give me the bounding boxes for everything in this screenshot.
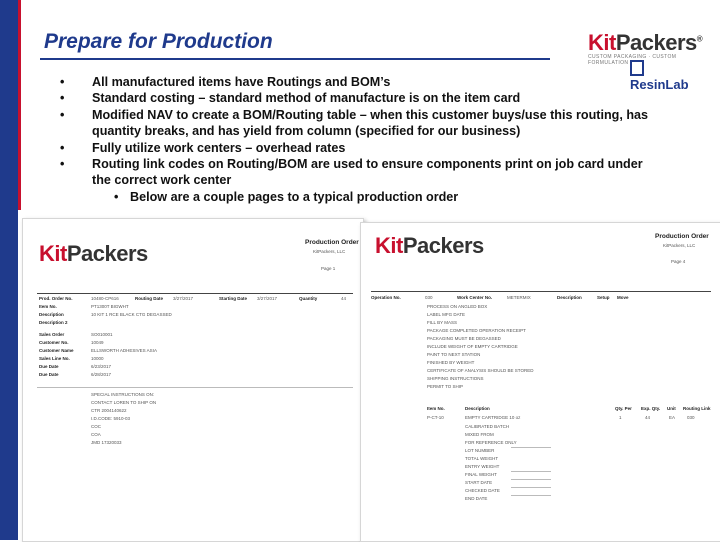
page1-logo-left: Kit: [39, 241, 67, 266]
resinlab-label: ResinLab: [630, 77, 689, 92]
note-line: JMD 17320033: [91, 440, 122, 445]
bullet-text: Standard costing – standard method of manufacture is on the item card: [92, 91, 521, 106]
bullet-dot: •: [60, 75, 65, 89]
bullet-dot: •: [60, 91, 65, 106]
page1-title: Production Order: [305, 239, 359, 246]
page1-divider: [37, 293, 353, 294]
page1-section-rule: [37, 387, 353, 388]
blank-line: [511, 471, 551, 472]
page1-col-header-1: Routing Date: [135, 296, 163, 301]
page2-divider: [371, 291, 711, 292]
page1-logo-right: Packers: [66, 241, 148, 266]
bullet-item: [58, 74, 658, 90]
field-label: Due Date: [39, 372, 59, 377]
bullet-text: All manufactured items have Routings and BOM’s: [92, 75, 391, 89]
page1-page-label-text: Page: [321, 266, 332, 271]
field-value: 10000: [91, 356, 104, 361]
logo-brand-right: Packers: [615, 30, 697, 55]
page1-field-labels: [39, 295, 74, 379]
check-line: END DATE: [465, 496, 488, 501]
bullet-item: [58, 90, 658, 106]
page2-comp-qty: 1: [619, 415, 622, 420]
instruction-line: CERTIFICATE OF ANALYSIS SHOULD BE STORED: [427, 368, 534, 373]
instruction-line: FINISHED BY WEIGHT: [427, 360, 475, 365]
bullet-dot: •: [60, 157, 65, 172]
instruction-line: PACKAGING MUST BE DEGASSED: [427, 336, 501, 341]
field-value: [91, 319, 172, 327]
page2-title: Production Order: [655, 233, 709, 240]
page1-company: KitPackers, LLC: [313, 249, 346, 254]
instruction-line: PACKAGE COMPLETED OPERATION RECEIPT: [427, 328, 526, 333]
title-underline: [40, 58, 550, 60]
page1-page-num: 1: [332, 266, 336, 271]
note-line: COC: [91, 424, 101, 429]
production-order-page-1: [22, 218, 364, 542]
blank-line: [511, 479, 551, 480]
page2-comp-header-qty: Qty. Per: [615, 406, 632, 411]
field-label: Customer No.: [39, 340, 69, 345]
page2-wc-value: METERMIX: [507, 295, 531, 300]
bullet-dot: •: [114, 189, 119, 204]
field-value: PT1300T BIGWHT: [91, 304, 129, 309]
page2-header-desc: Description: [557, 295, 582, 300]
page2-comp-desc: EMPTY CARTRIDGE 10 oz: [465, 415, 521, 420]
field-value: 6/28/2017: [91, 372, 112, 377]
page2-header-move: Move: [617, 295, 629, 300]
instruction-line: SHIPPING INSTRUCTIONS: [427, 376, 484, 381]
page2-page-label: [671, 258, 685, 266]
bullet-text: Fully utilize work centers – overhead rates: [92, 140, 346, 155]
note-line: CTR 2004140622: [91, 408, 127, 413]
logo-brand-left: Kit: [588, 30, 616, 55]
field-label: Due Date: [39, 364, 59, 369]
page2-check-items: [465, 423, 517, 503]
page1-logo: [39, 241, 148, 267]
page2-comp-item: P-CT-10: [427, 415, 444, 420]
page2-company: KitPackers, LLC: [663, 243, 696, 248]
page2-logo: [375, 233, 484, 259]
note-line: SPECIAL INSTRUCTIONS ON:: [91, 392, 155, 397]
field-value: 10 KIT 1 RCE BLACK CTG DEGASSED: [91, 312, 172, 317]
blank-line: [511, 487, 551, 488]
left-accent-bar: [0, 0, 18, 540]
field-value: ELLSWORTH ADHESIVES ASIA: [91, 348, 157, 353]
page1-page-label: [321, 265, 335, 273]
page2-logo-right: Packers: [402, 233, 484, 258]
page1-field-values: [91, 295, 172, 379]
bullet-item: [58, 140, 658, 156]
bullet-item: [58, 156, 658, 189]
field-label: Sales Line No.: [39, 356, 70, 361]
blank-line: [511, 495, 551, 496]
page1-col-header-2: Starting Date: [219, 296, 248, 301]
page1-col-value-1: 3/27/2017: [173, 296, 194, 301]
instruction-line: FILL BY MASS: [427, 320, 458, 325]
page2-comp-header-unit: Unit: [667, 406, 676, 411]
page2-comp-link: 030: [687, 415, 695, 420]
instruction-line: LABEL MFG DATE: [427, 312, 466, 317]
bullet-list: [58, 74, 658, 205]
bullet-text: Modified NAV to create a BOM/Routing table – when this customer buys/use this routing, has quantity breaks, and has yield from column (specified for our business): [92, 107, 649, 139]
sub-bullet-item: [58, 189, 658, 205]
field-value: 10049: [91, 340, 104, 345]
field-label: Sales Order: [39, 332, 65, 337]
page2-header-wc: Work Center No.: [457, 295, 493, 300]
page2-comp-header-item: Item No.: [427, 406, 445, 411]
note-line: I.D.CODE: 5910-03: [91, 416, 131, 421]
logo-tagline: CUSTOM PACKAGING · CUSTOM FORMULATION: [588, 54, 677, 66]
page2-comp-header-exp: Exp. Qty.: [641, 406, 661, 411]
bullet-text: Routing link codes on Routing/BOM are used to ensure components print on job card under the correct work center: [92, 157, 643, 188]
bullet-dot: •: [60, 107, 65, 122]
check-line: FINAL WEIGHT: [465, 472, 497, 477]
page2-header-setup: Setup: [597, 295, 610, 300]
check-line: ENTRY WEIGHT: [465, 464, 500, 469]
page2-logo-left: Kit: [375, 233, 403, 258]
field-label: Prod. Order No.: [39, 296, 73, 301]
page2-comp-header-desc: Description: [465, 406, 490, 411]
note-line: COA: [91, 432, 101, 437]
production-order-page-2: [360, 222, 720, 542]
check-line: TOTAL WEIGHT: [465, 456, 499, 461]
instruction-line: PROCESS ON ANGLED BOX: [427, 304, 488, 309]
field-value: 6/23/2017: [91, 364, 112, 369]
page1-col-value-3: 44: [341, 296, 347, 301]
page2-page-label-text: Page: [671, 259, 682, 264]
check-line: LOT NUMBER: [465, 448, 495, 453]
field-value: SO010001: [91, 332, 113, 337]
field-label: Customer Name: [39, 348, 74, 353]
page2-comp-unit: EA: [669, 415, 676, 420]
page1-col-header-3: Quantity: [299, 296, 318, 301]
check-line: CHECKED DATE: [465, 488, 500, 493]
field-label: Item No.: [39, 304, 57, 309]
bullet-item: [58, 107, 658, 140]
check-line: START DATE: [465, 480, 493, 485]
note-line: CONTACT LOREN TO SHIP ON: [91, 400, 157, 405]
page2-op-value: 030: [425, 295, 433, 300]
red-accent-strip: [18, 0, 21, 210]
page2-instructions: [427, 303, 533, 391]
check-line: CALIBRATED BATCH: [465, 424, 510, 429]
page2-comp-header-link: Routing Link: [683, 406, 711, 411]
field-label: Description: [39, 312, 64, 317]
slide-title: Prepare for Production: [44, 30, 273, 53]
page1-notes: [91, 391, 156, 447]
instruction-line: PAINT TO NEXT STATION: [427, 352, 481, 357]
field-value: 10480-CP616: [91, 296, 119, 301]
field-label: Description 2: [39, 320, 68, 325]
page2-page-num: 4: [682, 259, 686, 264]
bullet-dot: •: [60, 140, 65, 155]
instruction-line: PERMIT TO SHIP: [427, 384, 464, 389]
page1-col-value-2: 3/27/2017: [257, 296, 278, 301]
page2-comp-exp: 44: [645, 415, 651, 420]
logo-registered: ®: [696, 34, 703, 44]
blank-line: [511, 447, 551, 448]
bullet-text: Below are a couple pages to a typical production order: [130, 189, 459, 204]
instruction-line: INCLUDE WEIGHT OF EMPTY CARTRIDGE: [427, 344, 518, 349]
check-line: FOR REFERENCE ONLY: [465, 440, 517, 445]
check-line: MIXED FROM: [465, 432, 494, 437]
page2-header-op: Operation No.: [371, 295, 401, 300]
